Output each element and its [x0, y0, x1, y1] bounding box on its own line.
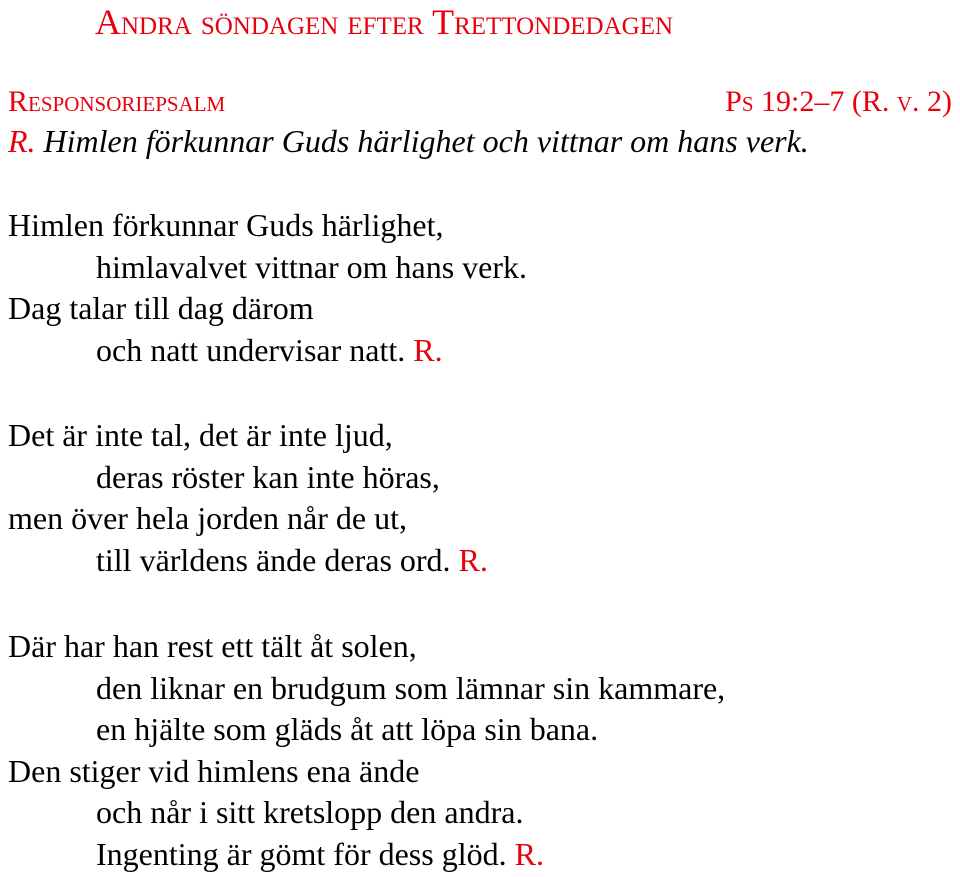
response-text: Himlen förkunnar Guds härlighet och vittnar om hans verk. [43, 123, 809, 159]
stanza-line [8, 540, 488, 582]
stanza-line: Där har han rest ett tält åt solen, [8, 628, 417, 664]
stanza-line-text: den liknar en brudgum som lämnar sin kammare, [96, 669, 726, 706]
stanza-line-text: himlavalvet vittnar om hans verk. [96, 248, 527, 285]
stanza-line [8, 834, 725, 876]
stanza-1 [8, 205, 527, 371]
response-marker: R. [458, 541, 488, 578]
psalm-reference: Ps 19:2–7 (R. v. 2) [725, 85, 952, 118]
stanza-line: men över hela jorden når de ut, [8, 500, 407, 536]
response-marker: R. [413, 331, 443, 368]
psalm-heading [8, 84, 952, 120]
response-line [8, 122, 809, 160]
stanza-line: Den stiger vid himlens ena ände [8, 752, 420, 789]
stanza-line-text: och når i sitt kretslopp den andra. [96, 794, 524, 830]
stanza-line: Himlen förkunnar Guds härlighet, [8, 207, 444, 243]
stanza-line: Dag talar till dag därom [8, 290, 314, 326]
response-marker: R. [8, 123, 36, 159]
stanza-line-text: till världens ände deras ord. [96, 541, 451, 578]
stanza-line: Det är inte tal, det är inte ljud, [8, 417, 393, 453]
stanza-line [8, 792, 725, 834]
stanza-2 [8, 415, 488, 581]
stanza-line [8, 668, 725, 710]
stanza-line-text: och natt undervisar natt. [96, 331, 406, 368]
stanza-line [8, 247, 527, 289]
stanza-line [8, 330, 527, 372]
stanza-line [8, 457, 488, 499]
stanza-3 [8, 626, 725, 875]
response-marker: R. [514, 835, 544, 872]
stanza-line [8, 709, 725, 751]
page-title: Andra söndagen efter Trettondedagen [95, 2, 674, 42]
stanza-line-text: Ingenting är gömt för dess glöd. [96, 835, 507, 872]
psalm-label: Responsoriepsalm [8, 85, 226, 118]
stanza-line-text: deras röster kan inte höras, [96, 458, 440, 495]
stanza-line-text: en hjälte som gläds åt att löpa sin bana. [96, 711, 599, 747]
